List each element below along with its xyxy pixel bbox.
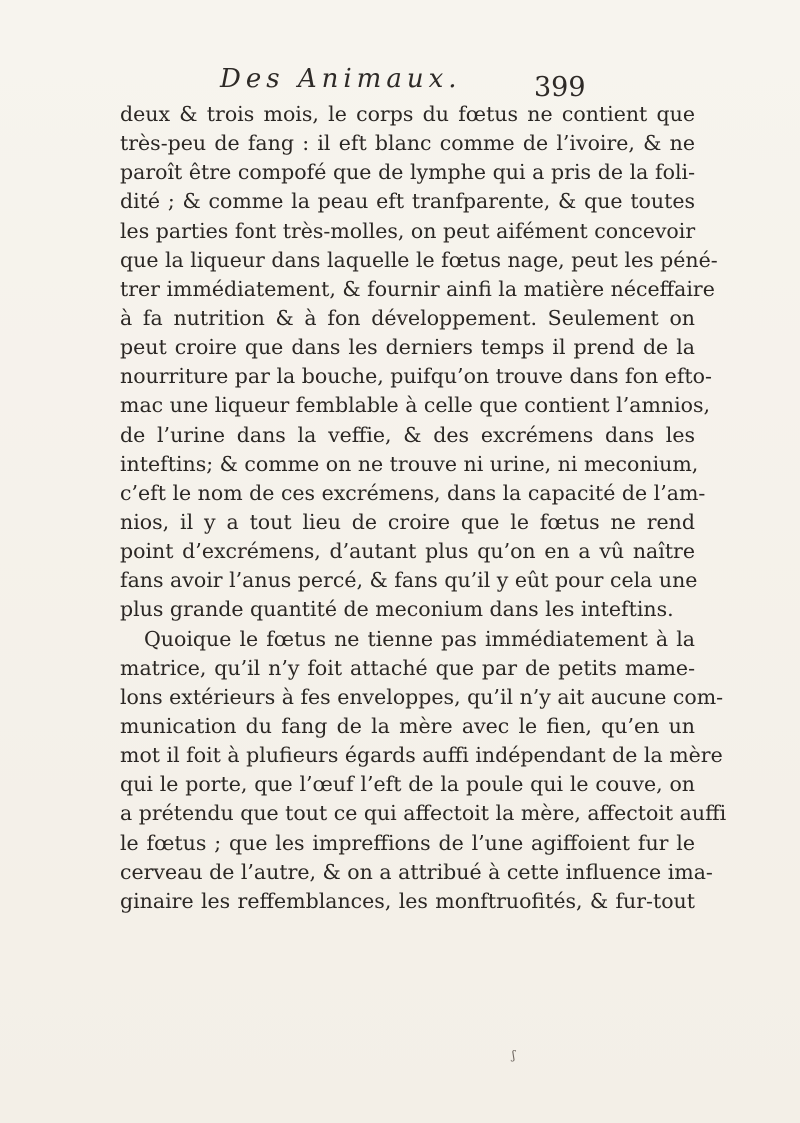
text-line: point d’excrémens, d’autant plus qu’on en a vû naître bbox=[120, 539, 695, 564]
text-line: inteftins; & comme on ne trouve ni urine, ni meconium, bbox=[120, 451, 699, 476]
text-line: paroît être compofé que de lymphe qui a pris de la foli- bbox=[120, 160, 695, 185]
text-line: mot il foit à plufieurs égards auffi indépendant de la mère bbox=[120, 743, 723, 768]
paragraph-start-line: Quoique le fœtus ne tienne pas immédiatement à la bbox=[144, 626, 695, 651]
text-line: les parties font très-molles, on peut aifément concevoir bbox=[120, 218, 696, 243]
text-line: a prétendu que tout ce qui affectoit la mère, affectoit auffi bbox=[120, 801, 727, 826]
text-line: matrice, qu’il n’y foit attaché que par de petits mame- bbox=[120, 655, 695, 680]
text-line: le fœtus ; que les impreffions de l’une agiffoient fur le bbox=[120, 830, 695, 855]
page-header bbox=[0, 58, 800, 102]
text-line: très-peu de fang : il eft blanc comme de l’ivoire, & ne bbox=[120, 131, 695, 156]
text-line: à fa nutrition & à fon développement. Seulement on bbox=[120, 305, 695, 330]
text-line: cerveau de l’autre, & on a attribué à cette influence ima- bbox=[120, 859, 713, 884]
page-number: 399 bbox=[534, 72, 586, 103]
text-line: c’eft le nom de ces excrémens, dans la capacité de l’am- bbox=[120, 480, 706, 505]
text-line: plus grande quantité de meconium dans les inteftins. bbox=[120, 597, 674, 622]
text-line: lons extérieurs à fes enveloppes, qu’il n’y ait aucune com- bbox=[120, 684, 724, 709]
text-line: mac une liqueur femblable à celle que contient l’amnios, bbox=[120, 393, 711, 418]
text-line: munication du fang de la mère avec le fien, qu’en un bbox=[120, 713, 695, 738]
text-line: deux & trois mois, le corps du fœtus ne contient que bbox=[120, 102, 695, 126]
main-text bbox=[120, 100, 727, 916]
text-line: peut croire que dans les derniers temps il prend de la bbox=[120, 335, 695, 360]
text-line: dité ; & comme la peau eft tranfparente, & que toutes bbox=[120, 189, 695, 214]
text-line: de l’urine dans la veffie, & des excrémens dans les bbox=[120, 422, 695, 447]
text-line: ginaire les reffemblances, les monftruofités, & fur-tout bbox=[120, 888, 695, 913]
running-head: Des Animaux. bbox=[220, 64, 462, 94]
footer-mark: ʃ bbox=[512, 1048, 516, 1062]
text-line: trer immédiatement, & fournir ainfi la matière néceffaire bbox=[120, 276, 715, 301]
text-line: nios, il y a tout lieu de croire que le fœtus ne rend bbox=[120, 509, 695, 534]
text-line: fans avoir l’anus percé, & fans qu’il y eût pour cela une bbox=[120, 568, 698, 593]
text-line: nourriture par la bouche, puifqu’on trouve dans fon efto- bbox=[120, 364, 712, 389]
text-line: que la liqueur dans laquelle le fœtus nage, peut les péné- bbox=[120, 247, 718, 272]
text-line: qui le porte, que l’œuf l’eft de la poule qui le couve, on bbox=[120, 772, 695, 797]
